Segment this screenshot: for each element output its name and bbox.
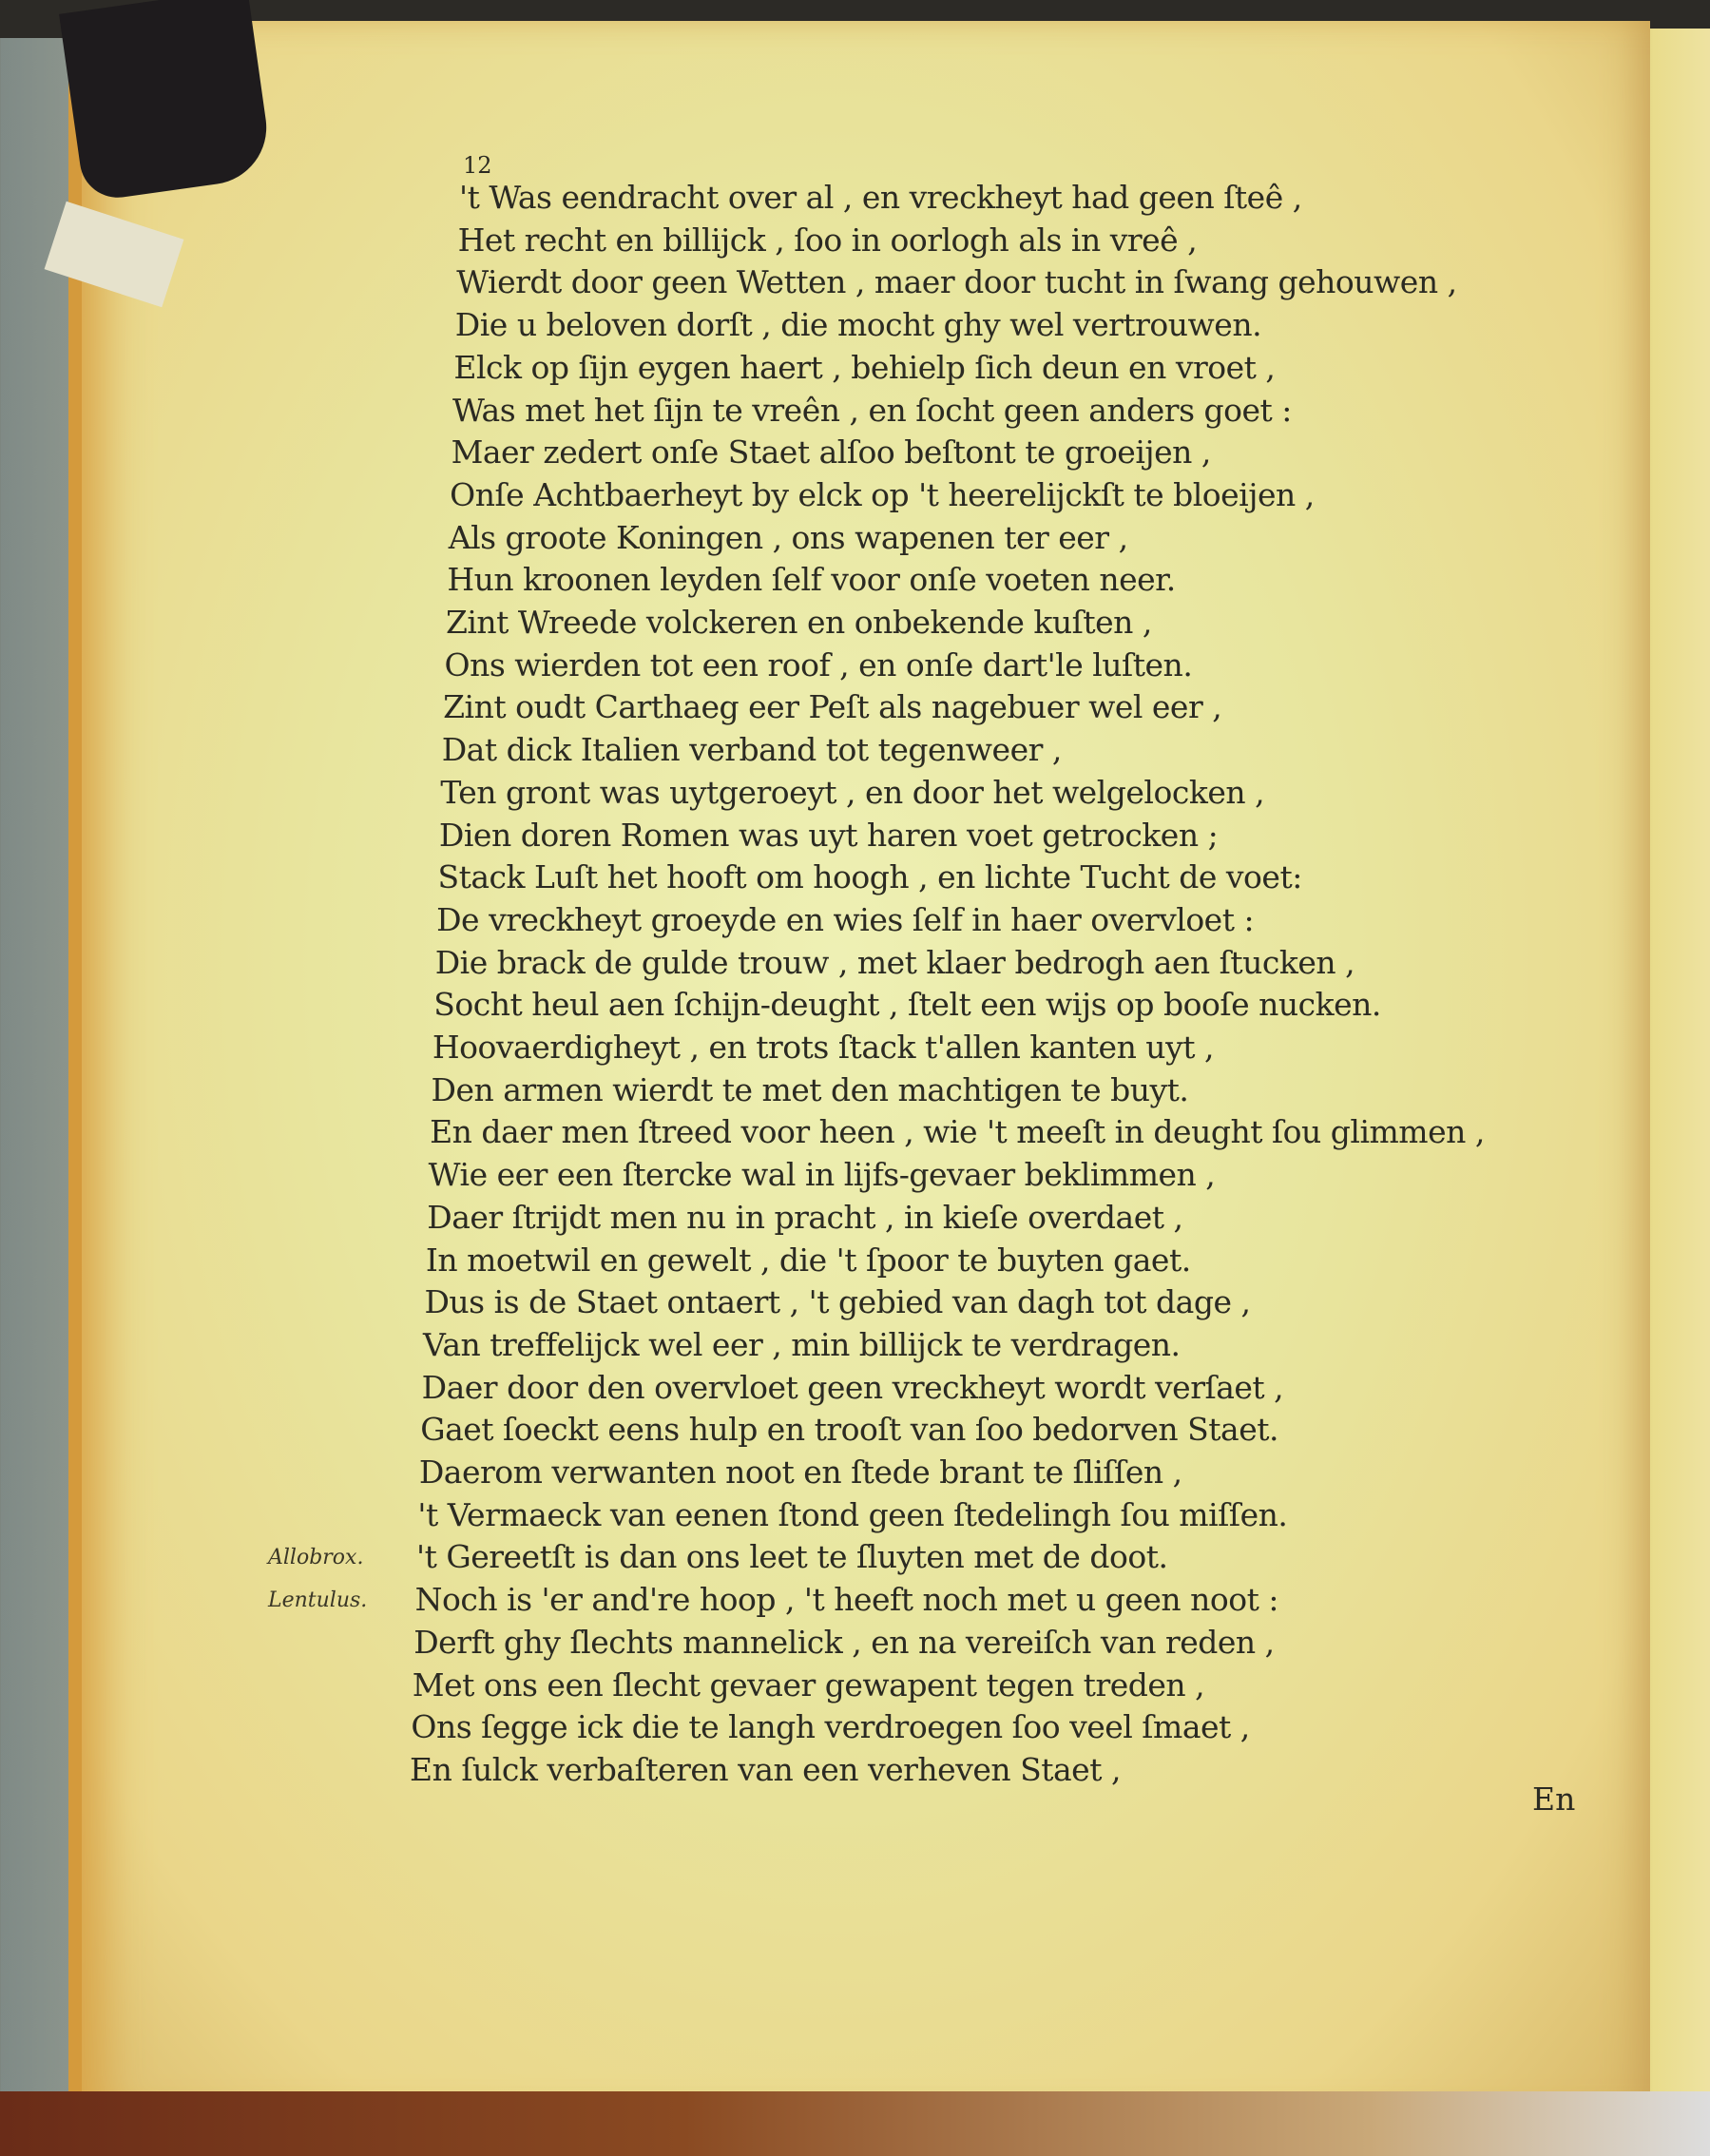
verse-line: Hun kroonen leyden ſelf voor onſe voeten neer.: [447, 561, 1176, 599]
verse-line: 't Vermaeck van eenen ſtond geen ſtedelingh ſou miſſen.: [417, 1495, 1288, 1533]
verse-line: Als groote Koningen , ons wapenen ter eer ,: [448, 518, 1128, 556]
verse-line: Ons wierden tot een roof , en onſe dart'le luſten.: [444, 645, 1193, 683]
catchword: En: [1532, 1781, 1576, 1818]
verse-line: Daer ſtrijdt men nu in pracht , in kieſe overdaet ,: [427, 1198, 1183, 1236]
bookmark-ribbon: [59, 0, 274, 202]
verse-line: De vreckheyt groeyde en wies ſelf in haer overvloet :: [436, 900, 1255, 938]
verse-line: Die u beloven dorſt , die mocht ghy wel vertrouwen.: [454, 306, 1262, 344]
page-number: 12: [463, 152, 492, 179]
verse-line: Gaet ſoeckt eens hulp en trooſt van ſoo bedorven Staet.: [420, 1411, 1278, 1449]
verse-line: Was met het ſijn te vreên , en ſocht geen anders goet :: [452, 391, 1292, 429]
verse-line: Stack Luſt het hooft om hoogh , en lichte Tucht de voet:: [437, 858, 1302, 896]
verse-line: Derft ghy ſlechts mannelick , en na vereiſch van reden ,: [413, 1623, 1275, 1661]
verse-line: Den armen wierdt te met den machtigen te buyt.: [431, 1070, 1189, 1108]
verse-line: Met ons een ſlecht gevaer gewapent tegen treden ,: [412, 1665, 1205, 1704]
verse-line: Elck op ſijn eygen haert , behielp ſich deun en vroet ,: [453, 348, 1276, 386]
verse-line: Dien doren Romen was uyt haren voet getrocken ;: [438, 816, 1219, 854]
verse-line: 't Was eendracht over al , en vreckheyt had geen ſteê ,: [459, 179, 1302, 216]
verse-line: En daer men ſtreed voor heen , wie 't meeſt in deught ſou glimmen ,: [430, 1113, 1485, 1151]
verse-line: En ſulck verbaſteren van een verheven Staet ,: [410, 1750, 1121, 1788]
verse-line: Ten gront was uytgeroeyt , en door het welgelocken ,: [440, 773, 1265, 811]
verse-line: Onſe Achtbaerheyt by elck op 't heerelijckſt te bloeijen ,: [450, 475, 1315, 513]
verse-line: Daer door den overvloet geen vreckheyt wordt verſaet ,: [421, 1368, 1284, 1406]
table-surface: [0, 2091, 1710, 2156]
verse-line: Die brack de gulde trouw , met klaer bedrogh aen ſtucken ,: [434, 943, 1355, 981]
verse-line: 't Gereetſt is dan ons leet te ſluyten met de doot.: [416, 1538, 1168, 1576]
verse-line: Het recht en billijck , ſoo in oorlogh als in vreê ,: [457, 221, 1198, 259]
verse-line: Van treffelijck wel eer , min billijck te verdragen.: [423, 1325, 1181, 1363]
verse-line: Daerom verwanten noot en ſtede brant te ſliſſen ,: [418, 1453, 1182, 1491]
verse-line: Ons ſegge ick die te langh verdroegen ſoo veel ſmaet ,: [411, 1708, 1250, 1746]
verse-line: Socht heul aen ſchijn-deught , ſtelt een wijs op booſe nucken.: [433, 986, 1381, 1024]
verse-line: In moetwil en gewelt , die 't ſpoor te buyten gaet.: [425, 1241, 1191, 1279]
verse-line: Dus is de Staet ontaert , 't gebied van dagh tot dage ,: [424, 1283, 1251, 1321]
verse-line: Wie eer een ſtercke wal in lijfs-gevaer beklimmen ,: [428, 1156, 1216, 1194]
speaker-label: Allobrox.: [268, 1546, 364, 1570]
verse-line: Zint oudt Carthaeg eer Peſt als nagebuer wel eer ,: [443, 688, 1222, 726]
verse-line: Dat dick Italien verband tot tegenweer ,: [441, 731, 1062, 769]
verse-line: Wierdt door geen Wetten , maer door tucht in ſwang gehouwen ,: [456, 263, 1457, 301]
verse-line: Hoovaerdigheyt , en trots ſtack t'allen kanten uyt ,: [432, 1029, 1214, 1066]
speaker-label: Lentulus.: [268, 1588, 368, 1613]
verse-line: Noch is 'er and're hoop , 't heeft noch met u geen noot :: [414, 1581, 1278, 1619]
verse-line: Zint Wreede volckeren en onbekende kuſten ,: [445, 604, 1152, 641]
verse-line: Maer zedert onſe Staet alſoo beſtont te groeijen ,: [451, 433, 1211, 472]
